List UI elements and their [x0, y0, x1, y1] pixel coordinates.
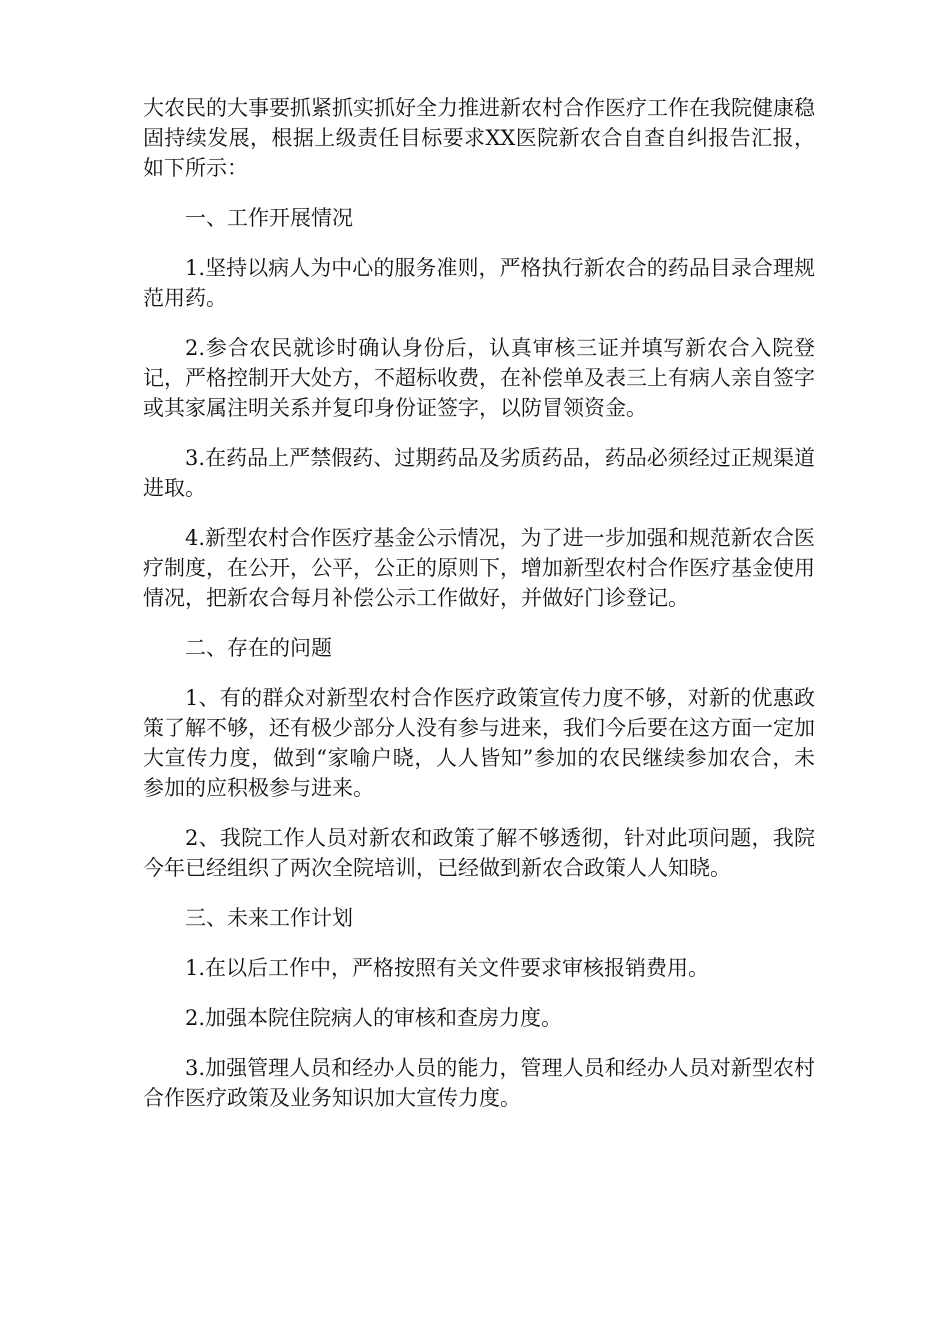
work-progress-item-3: 3.在药品上严禁假药、过期药品及劣质药品，药品必须经过正规渠道进取。 [143, 446, 815, 500]
document-body [143, 93, 815, 1133]
plan-item-3: 3.加强管理人员和经办人员的能力，管理人员和经办人员对新型农村合作医疗政策及业务知识加大宣传力度。 [143, 1056, 815, 1110]
section-heading-work-progress: 一、工作开展情况 [185, 206, 353, 230]
plan-item-1: 1.在以后工作中，严格按照有关文件要求审核报销费用。 [185, 956, 710, 980]
plan-item-2: 2.加强本院住院病人的审核和查房力度。 [185, 1006, 563, 1030]
intro-paragraph: 大农民的大事要抓紧抓实抓好全力推进新农村合作医疗工作在我院健康稳固持续发展，根据上级责任目标要求XX医院新农合自查自纠报告汇报，如下所示： [143, 96, 815, 180]
section-heading-problems: 二、存在的问题 [185, 636, 332, 660]
work-progress-item-4: 4.新型农村合作医疗基金公示情况，为了进一步加强和规范新农合医疗制度，在公开，公平，公正的原则下，增加新型农村合作医疗基金使用情况，把新农合每月补偿公示工作做好，并做好门诊登记。 [143, 526, 815, 610]
section-heading-future-plan: 三、未来工作计划 [185, 906, 353, 930]
problem-item-2: 2、我院工作人员对新农和政策了解不够透彻，针对此项问题，我院今年已经组织了两次全院培训，已经做到新农合政策人人知晓。 [143, 826, 815, 880]
work-progress-item-1: 1.坚持以病人为中心的服务准则，严格执行新农合的药品目录合理规范用药。 [143, 256, 815, 310]
problem-item-1: 1、有的群众对新型农村合作医疗政策宣传力度不够，对新的优惠政策了解不够，还有极少部分人没有参与进来，我们今后要在这方面一定加大宣传力度，做到“家喻户晓，人人皆知”参加的农民继续参加农合，未参加的应积极参与进来。 [143, 686, 815, 800]
work-progress-item-2: 2.参合农民就诊时确认身份后，认真审核三证并填写新农合入院登记，严格控制开大处方，不超标收费，在补偿单及表三上有病人亲自签字或其家属注明关系并复印身份证签字，以防冒领资金。 [143, 336, 815, 420]
